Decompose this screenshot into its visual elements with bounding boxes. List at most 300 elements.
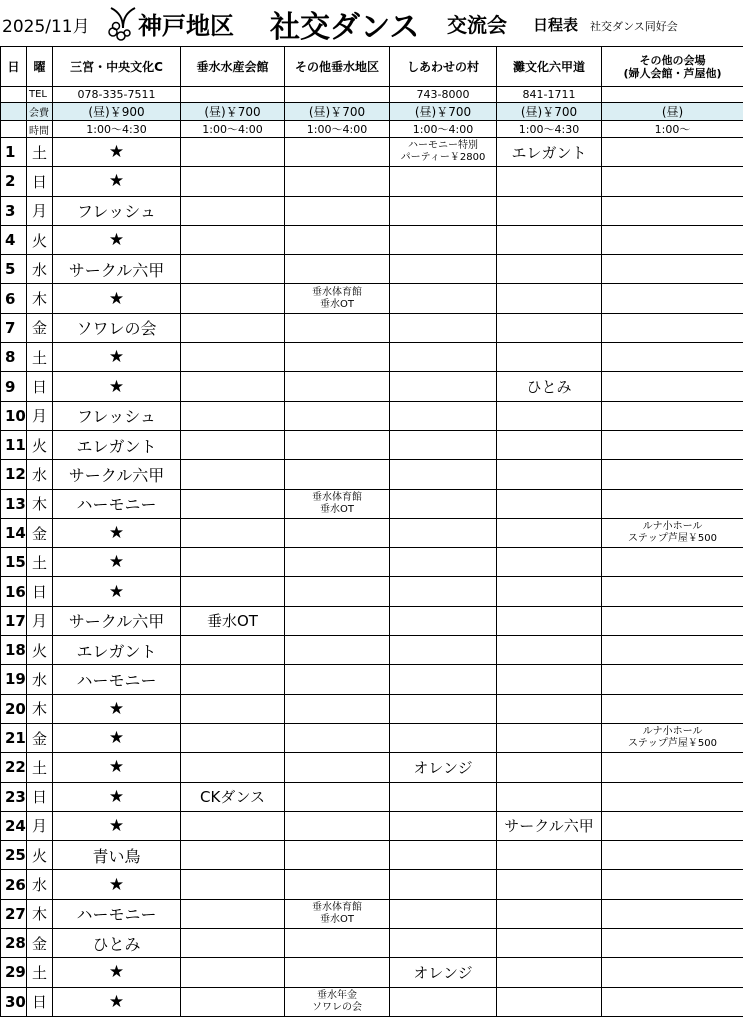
weekday: 日 [27, 167, 53, 196]
empty-cell [285, 460, 390, 489]
table-row [1, 343, 743, 372]
table-row [1, 636, 743, 665]
time-value: 1:00～4:00 [285, 121, 390, 138]
empty-cell [602, 811, 743, 840]
empty-cell [497, 694, 602, 723]
event-cell: ハーモニー [53, 899, 181, 928]
day-number: 17 [1, 606, 27, 635]
empty-cell [602, 343, 743, 372]
event-line: ルナ小ホール [642, 521, 703, 532]
empty-cell [390, 489, 497, 518]
page-header [0, 0, 743, 46]
empty-cell [602, 753, 743, 782]
empty-cell [181, 138, 285, 167]
empty-cell [602, 167, 743, 196]
empty-cell [602, 958, 743, 987]
fee-value: (昼)￥700 [390, 103, 497, 121]
day-number: 21 [1, 723, 27, 752]
time-value: 1:00～4:00 [181, 121, 285, 138]
weekday: 水 [27, 255, 53, 284]
table-row [1, 958, 743, 987]
empty-cell [285, 694, 390, 723]
empty-cell [181, 870, 285, 899]
day-number: 23 [1, 782, 27, 811]
empty-cell [390, 284, 497, 313]
event-cell: サークル六甲 [53, 606, 181, 635]
empty-cell [390, 987, 497, 1016]
empty-cell [390, 401, 497, 430]
day-number: 13 [1, 489, 27, 518]
empty-cell [602, 489, 743, 518]
empty-cell [602, 577, 743, 606]
weekday: 土 [27, 138, 53, 167]
title-schedule: 日程表 [533, 16, 579, 34]
star-mark: ★ [53, 870, 181, 899]
day-number: 2 [1, 167, 27, 196]
table-row [1, 665, 743, 694]
star-mark: ★ [53, 343, 181, 372]
weekday: 日 [27, 577, 53, 606]
empty-cell [285, 255, 390, 284]
table-row [1, 284, 743, 313]
day-number: 12 [1, 460, 27, 489]
event-line: 垂水OT [320, 913, 354, 925]
empty-cell [497, 870, 602, 899]
event-line: ステップ芦屋￥500 [628, 533, 717, 544]
table-row [1, 372, 743, 401]
day-number: 27 [1, 899, 27, 928]
empty-cell [181, 284, 285, 313]
event-cell: フレッシュ [53, 401, 181, 430]
star-mark: ★ [53, 987, 181, 1016]
event-cell [285, 489, 390, 518]
event-cell [285, 284, 390, 313]
empty-cell [285, 811, 390, 840]
table-row [1, 694, 743, 723]
empty-cell [181, 343, 285, 372]
day-number: 4 [1, 225, 27, 254]
day-number: 16 [1, 577, 27, 606]
star-mark: ★ [53, 167, 181, 196]
empty-cell [602, 138, 743, 167]
empty-cell [602, 460, 743, 489]
table-row [1, 753, 743, 782]
event-line: 垂水体育館 [312, 491, 362, 503]
tel-value [602, 87, 743, 103]
weekday: 日 [27, 782, 53, 811]
star-mark: ★ [53, 811, 181, 840]
empty-cell [390, 225, 497, 254]
weekday: 日 [27, 372, 53, 401]
table-row [1, 196, 743, 225]
empty-cell [285, 577, 390, 606]
venue-header: 灘文化六甲道 [497, 47, 602, 87]
empty-cell [497, 782, 602, 811]
day-number: 6 [1, 284, 27, 313]
empty-cell [497, 987, 602, 1016]
venue-header: しあわせの村 [390, 47, 497, 87]
empty-cell [390, 518, 497, 547]
empty-cell [181, 225, 285, 254]
event-cell: サークル六甲 [497, 811, 602, 840]
empty-cell [497, 401, 602, 430]
table-row [1, 430, 743, 459]
empty-cell [285, 723, 390, 752]
event-line: ソワレの会 [312, 1001, 362, 1013]
empty-cell [181, 460, 285, 489]
day-number: 9 [1, 372, 27, 401]
event-cell: エレガント [53, 430, 181, 459]
day-number: 14 [1, 518, 27, 547]
empty-cell [285, 606, 390, 635]
empty-cell [602, 196, 743, 225]
empty-cell [181, 694, 285, 723]
empty-cell [602, 313, 743, 342]
time-value: 1:00～4:00 [390, 121, 497, 138]
star-mark: ★ [53, 284, 181, 313]
day-number: 1 [1, 138, 27, 167]
tel-value: 743-8000 [390, 87, 497, 103]
event-cell: オレンジ [390, 753, 497, 782]
weekday: 月 [27, 606, 53, 635]
empty-cell [497, 518, 602, 547]
weekday: 金 [27, 518, 53, 547]
star-mark: ★ [53, 782, 181, 811]
empty-cell [181, 577, 285, 606]
empty-cell [285, 870, 390, 899]
empty-cell [497, 255, 602, 284]
event-cell [602, 518, 743, 547]
table-row [1, 929, 743, 958]
table-row [1, 870, 743, 899]
event-line: ハーモニー特別 [408, 140, 478, 152]
venue-header [602, 47, 743, 87]
table-row [1, 987, 743, 1016]
day-number: 22 [1, 753, 27, 782]
day-number: 15 [1, 548, 27, 577]
event-cell [285, 987, 390, 1016]
empty-cell [390, 460, 497, 489]
empty-cell [285, 343, 390, 372]
empty-cell [181, 753, 285, 782]
fee-row [1, 103, 743, 121]
empty-cell [497, 636, 602, 665]
fee-value: (昼)￥700 [497, 103, 602, 121]
event-cell: エレガント [497, 138, 602, 167]
empty-cell [602, 899, 743, 928]
empty-cell [602, 870, 743, 899]
table-row [1, 225, 743, 254]
empty-cell [497, 723, 602, 752]
empty-cell [390, 196, 497, 225]
empty-cell [181, 548, 285, 577]
empty-cell [390, 929, 497, 958]
day-number: 20 [1, 694, 27, 723]
empty-cell [181, 636, 285, 665]
weekday: 水 [27, 665, 53, 694]
venue-header-name: その他の会場 [639, 53, 706, 67]
weekday: 月 [27, 811, 53, 840]
empty-cell [390, 343, 497, 372]
empty-cell [497, 577, 602, 606]
title-event: 交流会 [447, 13, 507, 37]
day-number: 25 [1, 841, 27, 870]
empty-cell [390, 811, 497, 840]
weekday: 土 [27, 958, 53, 987]
table-row [1, 899, 743, 928]
empty-cell [602, 548, 743, 577]
weekday: 月 [27, 401, 53, 430]
weekday: 木 [27, 284, 53, 313]
table-row [1, 518, 743, 547]
event-cell: フレッシュ [53, 196, 181, 225]
empty-cell [181, 167, 285, 196]
empty-cell [181, 313, 285, 342]
time-row [1, 121, 743, 138]
weekday: 土 [27, 548, 53, 577]
empty-cell [285, 196, 390, 225]
tel-row [1, 87, 743, 103]
empty-cell [602, 606, 743, 635]
venue-header: 垂水水産会館 [181, 47, 285, 87]
weekday: 金 [27, 929, 53, 958]
empty-cell [390, 372, 497, 401]
empty-cell [497, 548, 602, 577]
empty-cell [497, 899, 602, 928]
empty-cell [390, 548, 497, 577]
fee-spacer [1, 103, 27, 121]
tel-value: 078-335-7511 [53, 87, 181, 103]
table-row [1, 167, 743, 196]
tel-value [285, 87, 390, 103]
empty-cell [497, 665, 602, 694]
venue-header: 三宮・中央文化C [53, 47, 181, 87]
day-number: 7 [1, 313, 27, 342]
weekday: 月 [27, 196, 53, 225]
venue-header: その他垂水地区 [285, 47, 390, 87]
empty-cell [602, 782, 743, 811]
event-cell: ひとみ [497, 372, 602, 401]
day-number: 3 [1, 196, 27, 225]
empty-cell [497, 196, 602, 225]
event-cell: CKダンス [181, 782, 285, 811]
day-number: 29 [1, 958, 27, 987]
weekday: 木 [27, 489, 53, 518]
event-cell: サークル六甲 [53, 460, 181, 489]
day-number: 30 [1, 987, 27, 1016]
empty-cell [497, 430, 602, 459]
empty-cell [390, 430, 497, 459]
title-region: 神戸地区 [138, 12, 234, 40]
event-cell [602, 723, 743, 752]
day-number: 11 [1, 430, 27, 459]
empty-cell [390, 255, 497, 284]
empty-cell [497, 753, 602, 782]
empty-cell [390, 694, 497, 723]
empty-cell [390, 636, 497, 665]
empty-cell [390, 782, 497, 811]
tel-value [181, 87, 285, 103]
time-value: 1:00～4:30 [53, 121, 181, 138]
event-line: 垂水OT [320, 298, 354, 310]
schedule-table [0, 46, 743, 1017]
table-row [1, 723, 743, 752]
empty-cell [181, 665, 285, 694]
weekday: 日 [27, 987, 53, 1016]
empty-cell [181, 518, 285, 547]
table-row [1, 548, 743, 577]
tel-value: 841-1711 [497, 87, 602, 103]
event-cell: 垂水OT [181, 606, 285, 635]
event-cell [285, 899, 390, 928]
event-line: 垂水体育館 [312, 901, 362, 913]
empty-cell [285, 372, 390, 401]
event-line: パーティー￥2800 [400, 152, 486, 164]
fee-value: (昼)￥900 [53, 103, 181, 121]
empty-cell [181, 811, 285, 840]
day-number: 19 [1, 665, 27, 694]
empty-cell [285, 841, 390, 870]
weekday-column-header: 曜 [27, 47, 53, 87]
star-mark: ★ [53, 694, 181, 723]
table-row [1, 841, 743, 870]
star-mark: ★ [53, 372, 181, 401]
empty-cell [602, 372, 743, 401]
empty-cell [602, 430, 743, 459]
weekday: 火 [27, 636, 53, 665]
empty-cell [497, 167, 602, 196]
empty-cell [390, 577, 497, 606]
day-number: 26 [1, 870, 27, 899]
event-cell: オレンジ [390, 958, 497, 987]
venue-header-note: (婦人会館・芦屋他) [623, 66, 722, 80]
weekday: 水 [27, 460, 53, 489]
star-mark: ★ [53, 548, 181, 577]
empty-cell [181, 372, 285, 401]
empty-cell [285, 753, 390, 782]
weekday: 火 [27, 225, 53, 254]
event-line: 垂水体育館 [312, 286, 362, 298]
organizer-name: 社交ダンス同好会 [590, 20, 678, 33]
empty-cell [497, 489, 602, 518]
table-row [1, 489, 743, 518]
day-number: 28 [1, 929, 27, 958]
empty-cell [602, 841, 743, 870]
empty-cell [181, 841, 285, 870]
star-mark: ★ [53, 138, 181, 167]
weekday: 土 [27, 343, 53, 372]
event-line: 垂水OT [320, 503, 354, 515]
weekday: 火 [27, 430, 53, 459]
event-cell: 青い鳥 [53, 841, 181, 870]
empty-cell [602, 636, 743, 665]
empty-cell [390, 723, 497, 752]
event-cell: ハーモニー [53, 489, 181, 518]
weekday: 木 [27, 694, 53, 723]
day-column-header: 日 [1, 47, 27, 87]
empty-cell [285, 665, 390, 694]
empty-cell [390, 167, 497, 196]
event-cell: エレガント [53, 636, 181, 665]
table-row [1, 606, 743, 635]
weekday: 水 [27, 870, 53, 899]
empty-cell [602, 401, 743, 430]
weekday: 木 [27, 899, 53, 928]
empty-cell [285, 782, 390, 811]
empty-cell [181, 723, 285, 752]
event-line: 垂水年金 [317, 989, 357, 1001]
empty-cell [285, 138, 390, 167]
weekday: 金 [27, 723, 53, 752]
title-main: 社交ダンス [270, 10, 420, 45]
empty-cell [497, 841, 602, 870]
star-mark: ★ [53, 577, 181, 606]
empty-cell [181, 401, 285, 430]
empty-cell [602, 694, 743, 723]
column-header-row [1, 47, 743, 87]
table-row [1, 782, 743, 811]
star-mark: ★ [53, 518, 181, 547]
table-row [1, 577, 743, 606]
empty-cell [181, 196, 285, 225]
table-row [1, 460, 743, 489]
empty-cell [181, 430, 285, 459]
empty-cell [497, 958, 602, 987]
empty-cell [285, 401, 390, 430]
empty-cell [181, 255, 285, 284]
empty-cell [390, 313, 497, 342]
event-cell: ひとみ [53, 929, 181, 958]
empty-cell [497, 606, 602, 635]
weekday: 土 [27, 753, 53, 782]
table-row [1, 401, 743, 430]
empty-cell [602, 929, 743, 958]
header-date: 2025/11月 [2, 17, 90, 37]
flower-logo-icon [105, 2, 141, 46]
tel-spacer [1, 87, 27, 103]
empty-cell [285, 548, 390, 577]
empty-cell [285, 313, 390, 342]
empty-cell [285, 518, 390, 547]
empty-cell [285, 929, 390, 958]
empty-cell [181, 489, 285, 518]
empty-cell [497, 225, 602, 254]
empty-cell [390, 841, 497, 870]
empty-cell [602, 987, 743, 1016]
empty-cell [181, 929, 285, 958]
empty-cell [602, 665, 743, 694]
fee-value: (昼) [602, 103, 743, 121]
star-mark: ★ [53, 225, 181, 254]
fee-label: 会費 [27, 103, 53, 121]
empty-cell [181, 958, 285, 987]
empty-cell [497, 284, 602, 313]
empty-cell [181, 987, 285, 1016]
day-number: 24 [1, 811, 27, 840]
time-value: 1:00～4:30 [497, 121, 602, 138]
empty-cell [390, 870, 497, 899]
time-value: 1:00～ [602, 121, 743, 138]
day-number: 10 [1, 401, 27, 430]
empty-cell [285, 958, 390, 987]
empty-cell [181, 899, 285, 928]
empty-cell [390, 899, 497, 928]
day-number: 18 [1, 636, 27, 665]
table-row [1, 255, 743, 284]
schedule-rows [1, 138, 743, 1017]
event-cell: ソワレの会 [53, 313, 181, 342]
fee-value: (昼)￥700 [285, 103, 390, 121]
